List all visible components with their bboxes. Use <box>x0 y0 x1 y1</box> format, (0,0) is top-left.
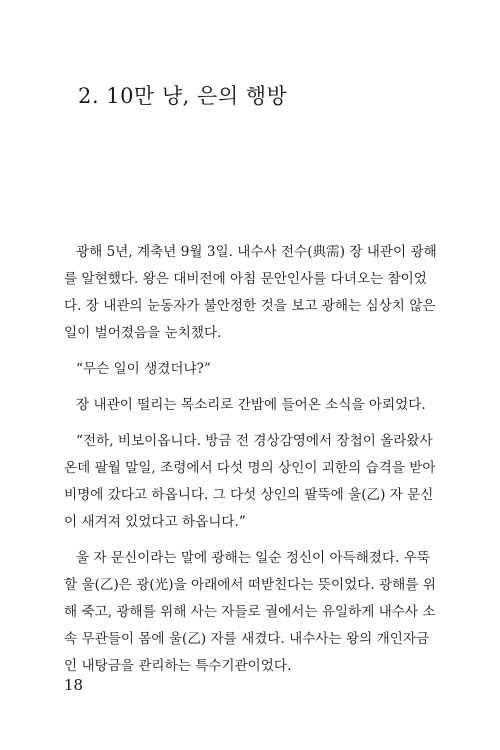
paragraph: 광해 5년, 계축년 9월 3일. 내수사 전수(典需) 장 내관이 광해를 알현했다. 왕은 대비전에 아침 문안인사를 다녀오는 참이었다. 장 내관의 눈동자가 불안정한 것을 보고 광해는 심상치 않은 일이 벌어졌음을 눈치챘다. <box>64 244 437 341</box>
paragraph: 장 내관이 떨리는 목소리로 간밤에 들어온 소식을 아뢰었다. <box>76 397 426 413</box>
paragraph: 울 자 문신이라는 말에 광해는 일순 정신이 아득해졌다. 우뚝할 울(乙)은 광(光)을 아래에서 떠받친다는 뜻이었다. 광해를 위해 죽고, 광해를 위해 사는 자들로 궐에서는 유일하게 내수사 소속 무관들이 몸에 울(乙) 자를 새겼다. 내수사는 왕의 개인자금인 내탕금을 관리하는 특수기관이었다. <box>64 550 436 674</box>
body-text <box>64 239 442 680</box>
paragraph: “전하, 비보이옵니다. 방금 전 경상감영에서 장첩이 올라왔사온데 팔월 말일, 조령에서 다섯 명의 상인이 괴한의 습격을 받아 비명에 갔다고 하옵니다. 그 다섯 상인의 팔뚝에 울(乙) 자 문신이 새겨져 있었다고 하옵니다.” <box>64 433 436 530</box>
page-number: 18 <box>64 676 84 694</box>
paragraph: “무슨 일이 생겼더냐?” <box>76 361 211 377</box>
chapter-title: 2. 10만 냥, 은의 행방 <box>78 84 288 108</box>
